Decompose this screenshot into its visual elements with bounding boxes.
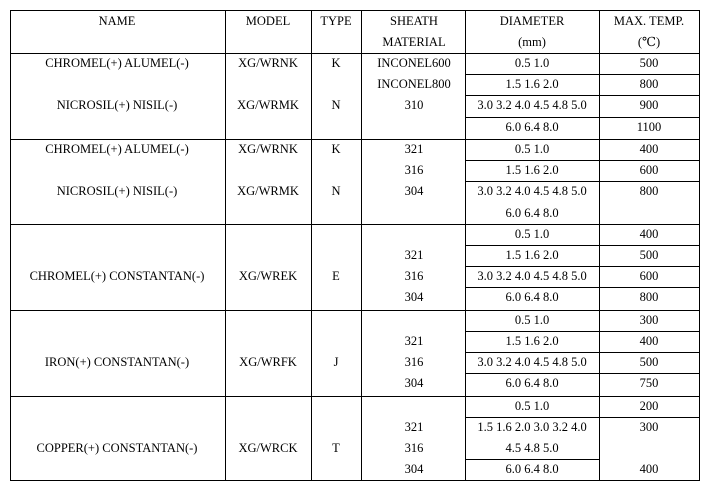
grid-row-line	[10, 224, 700, 225]
g2-model-1: XG/WRNK	[238, 142, 298, 156]
header-diameter-line2: (mm)	[518, 35, 546, 49]
g1-sheath-3: 310	[404, 98, 424, 112]
g3-type: E	[332, 269, 340, 283]
g1-sheath-1: INCONEL600	[377, 56, 451, 70]
g4-diameter-4: 6.0 6.4 8.0	[505, 376, 559, 390]
g3-diameter-4: 6.0 6.4 8.0	[505, 290, 559, 304]
g2-temp-3: 800	[639, 184, 659, 198]
g2-sheath-1: 321	[404, 142, 424, 156]
g3-sheath-1: 321	[404, 248, 424, 262]
grid-column-line	[699, 10, 700, 481]
g5-diameter-3: 4.5 4.8 5.0	[505, 441, 559, 455]
grid-row-line	[465, 245, 700, 246]
g3-sheath-2: 316	[404, 269, 424, 283]
g5-temp-2: 300	[639, 420, 659, 434]
grid-row-line	[465, 117, 700, 118]
g4-sheath-3: 304	[404, 376, 424, 390]
header-diameter-line1: DIAMETER	[499, 14, 565, 28]
g1-diameter-4: 6.0 6.4 8.0	[505, 120, 559, 134]
g5-model: XG/WRCK	[238, 441, 298, 455]
g1-temp-2: 800	[639, 77, 659, 91]
g5-name: COPPER(+) CONSTANTAN(-)	[36, 441, 198, 455]
g1-temp-1: 500	[639, 56, 659, 70]
g5-temp-3: 400	[639, 462, 659, 476]
header-sheath-line1: SHEATH	[390, 14, 438, 28]
g4-sheath-1: 321	[404, 334, 424, 348]
header-maxtemp-line1: MAX. TEMP.	[613, 14, 685, 28]
g4-diameter-1: 0.5 1.0	[514, 313, 550, 327]
g2-diameter-4: 6.0 6.4 8.0	[505, 206, 559, 220]
g5-diameter-1: 0.5 1.0	[514, 399, 550, 413]
g2-sheath-2: 316	[404, 163, 424, 177]
grid-row-line	[10, 310, 700, 311]
g5-temp-1: 200	[639, 399, 659, 413]
g2-type-1: K	[331, 142, 341, 156]
grid-row-line	[10, 480, 700, 481]
g5-diameter-2: 1.5 1.6 2.0 3.0 3.2 4.0	[477, 420, 587, 434]
g4-diameter-2: 1.5 1.6 2.0	[505, 334, 559, 348]
g2-diameter-1: 0.5 1.0	[514, 142, 550, 156]
g1-temp-4: 1100	[636, 120, 662, 134]
g5-sheath-3: 304	[404, 462, 424, 476]
grid-row-line	[465, 331, 700, 332]
grid-row-line	[465, 373, 700, 374]
g3-temp-4: 800	[639, 290, 659, 304]
g2-name-1: CHROMEL(+) ALUMEL(-)	[45, 142, 189, 156]
g2-sheath-3: 304	[404, 184, 424, 198]
g3-diameter-3: 3.0 3.2 4.0 4.5 4.8 5.0	[477, 269, 587, 283]
grid-column-line	[225, 10, 226, 481]
g1-model-1: XG/WRNK	[238, 56, 298, 70]
g4-sheath-2: 316	[404, 355, 424, 369]
grid-column-line	[465, 10, 466, 481]
g4-temp-4: 750	[639, 376, 659, 390]
g2-name-2: NICROSIL(+) NISIL(-)	[56, 184, 178, 198]
g3-temp-2: 500	[639, 248, 659, 262]
grid-column-line	[311, 10, 312, 481]
grid-column-line	[599, 10, 600, 481]
g4-type: J	[333, 355, 339, 369]
g5-diameter-4: 6.0 6.4 8.0	[505, 462, 559, 476]
g4-diameter-3: 3.0 3.2 4.0 4.5 4.8 5.0	[477, 355, 587, 369]
g2-diameter-2: 1.5 1.6 2.0	[505, 163, 559, 177]
g3-temp-3: 600	[639, 269, 659, 283]
g3-diameter-1: 0.5 1.0	[514, 227, 550, 241]
g5-type: T	[332, 441, 340, 455]
g3-model: XG/WREK	[238, 269, 298, 283]
g1-diameter-3: 3.0 3.2 4.0 4.5 4.8 5.0	[477, 98, 587, 112]
g1-type-1: K	[331, 56, 341, 70]
grid-row-line	[465, 160, 700, 161]
g3-sheath-3: 304	[404, 290, 424, 304]
g3-diameter-2: 1.5 1.6 2.0	[505, 248, 559, 262]
g1-diameter-1: 0.5 1.0	[514, 56, 550, 70]
header-sheath-line2: MATERIAL	[382, 35, 446, 49]
g4-temp-1: 300	[639, 313, 659, 327]
g3-temp-1: 400	[639, 227, 659, 241]
g1-temp-3: 900	[639, 98, 659, 112]
g1-model-2: XG/WRMK	[237, 98, 299, 112]
g2-temp-2: 600	[639, 163, 659, 177]
grid-row-line	[465, 74, 700, 75]
header-maxtemp-line2: (℃)	[637, 35, 661, 49]
g2-diameter-3: 3.0 3.2 4.0 4.5 4.8 5.0	[477, 184, 587, 198]
g2-type-2: N	[331, 184, 341, 198]
header-model: MODEL	[245, 14, 291, 28]
grid-row-line	[465, 287, 700, 288]
g2-temp-1: 400	[639, 142, 659, 156]
g1-diameter-2: 1.5 1.6 2.0	[505, 77, 559, 91]
g2-model-2: XG/WRMK	[237, 184, 299, 198]
header-name: NAME	[98, 14, 136, 28]
g4-temp-3: 500	[639, 355, 659, 369]
g4-name: IRON(+) CONSTANTAN(-)	[44, 355, 190, 369]
grid-column-line	[361, 10, 362, 481]
g5-sheath-1: 321	[404, 420, 424, 434]
g1-type-2: N	[331, 98, 341, 112]
grid-column-line	[10, 10, 11, 481]
header-type: TYPE	[320, 14, 352, 28]
g3-name: CHROMEL(+) CONSTANTAN(-)	[29, 269, 205, 283]
g5-sheath-2: 316	[404, 441, 424, 455]
g1-name-1: CHROMEL(+) ALUMEL(-)	[45, 56, 189, 70]
grid-row-line	[10, 396, 700, 397]
g1-sheath-2: INCONEL800	[377, 77, 451, 91]
g4-temp-2: 400	[639, 334, 659, 348]
g1-name-2: NICROSIL(+) NISIL(-)	[56, 98, 178, 112]
g4-model: XG/WRFK	[239, 355, 297, 369]
